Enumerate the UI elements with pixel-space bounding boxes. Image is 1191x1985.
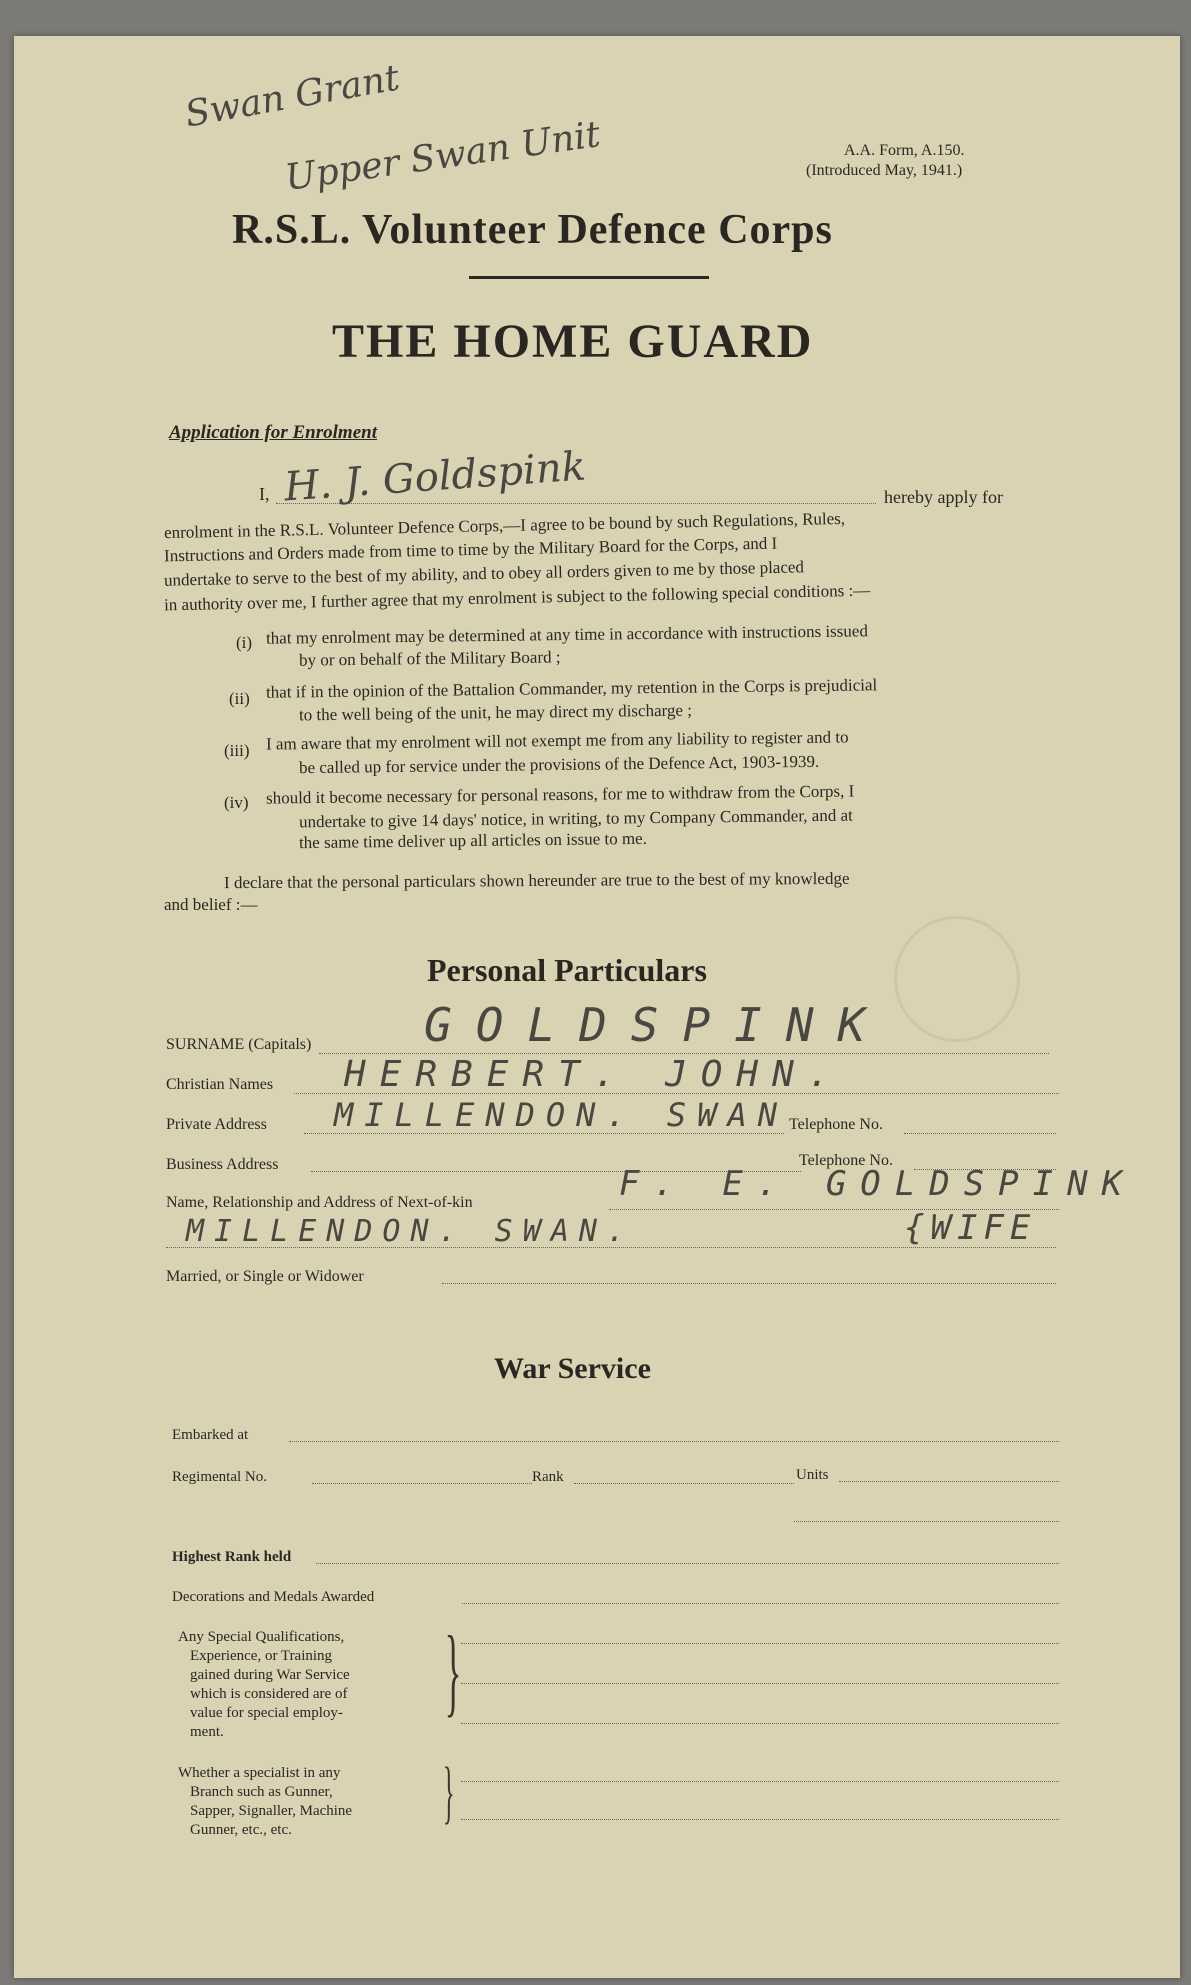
rank-label: Rank [532, 1469, 564, 1485]
specialist-label [178, 1764, 352, 1840]
specialist-line: Gunner, etc., etc. [190, 1822, 292, 1838]
title-divider [469, 276, 709, 279]
condition-text: that if in the opinion of the Battalion Commander, my retention in the Corps is prejudicial [265, 675, 878, 702]
intro-line-3: undertake to serve to the best of my ability, and to obey all orders given to me by those placed [163, 557, 805, 590]
specialist-line-1 [461, 1780, 1059, 1782]
condition-number: (i) [236, 633, 253, 652]
form-page [14, 36, 1180, 1978]
specialist-line-2 [461, 1818, 1059, 1820]
qualifications-line: Experience, or Training [190, 1648, 333, 1664]
private-address-value: MILLENDON. SWAN [334, 1096, 788, 1134]
watermark-stamp [894, 916, 1020, 1042]
qualifications-line: value for special employ- [190, 1705, 343, 1721]
applicant-prefix: I, [259, 484, 270, 504]
declaration-line-2: and belief :— [164, 895, 258, 914]
form-introduced: (Introduced May, 1941.) [806, 162, 963, 179]
surname-label: SURNAME (Capitals) [166, 1036, 312, 1053]
units-line-2 [794, 1520, 1059, 1522]
next-of-kin-name: F. E. GOLDSPINK [619, 1164, 1137, 1204]
form-number: A.A. Form, A.150. [844, 142, 965, 159]
married-label: Married, or Single or Widower [166, 1268, 364, 1285]
private-telephone-line [904, 1132, 1056, 1134]
condition-number: (iv) [224, 793, 249, 812]
condition-number: (ii) [229, 689, 250, 708]
private-address-label: Private Address [166, 1116, 267, 1133]
decorations-label: Decorations and Medals Awarded [172, 1589, 375, 1605]
qualifications-line-2 [461, 1682, 1059, 1684]
margin-note-line2: Upper Swan Unit [282, 114, 603, 199]
intro-line-1: enrolment in the R.S.L. Volunteer Defence Corps,—I agree to be bound by such Regulations, Rules, [163, 508, 846, 543]
condition-text: be called up for service under the provisions of the Defence Act, 1903-1939. [298, 751, 820, 778]
condition-text: the same time deliver up all articles on issue to me. [298, 828, 648, 853]
page-subtitle: THE HOME GUARD [332, 315, 814, 368]
surname-value: GOLDSPINK [424, 998, 890, 1052]
private-telephone-label: Telephone No. [789, 1116, 883, 1133]
personal-heading: Personal Particulars [427, 952, 707, 988]
units-line [839, 1480, 1059, 1482]
condition-text: I am aware that my enrolment will not exempt me from any liability to register and to [265, 727, 849, 754]
specialist-line: Branch such as Gunner, [190, 1784, 333, 1800]
condition-text: should it become necessary for personal reasons, for me to withdraw from the Corps, I [265, 781, 855, 808]
regimental-label: Regimental No. [172, 1469, 267, 1485]
christian-label: Christian Names [166, 1076, 274, 1093]
qualifications-line-3 [461, 1722, 1059, 1724]
applicant-suffix: hereby apply for [884, 487, 1003, 507]
units-label: Units [796, 1467, 829, 1483]
application-heading: Application for Enrolment [169, 422, 377, 443]
specialist-line: Whether a specialist in any [178, 1765, 341, 1781]
regimental-line [312, 1482, 532, 1484]
qualifications-line-1 [461, 1642, 1059, 1644]
condition-text: that my enrolment may be determined at any time in accordance with instructions issued [265, 621, 868, 648]
decorations-line [462, 1602, 1059, 1604]
intro-line-4: in authority over me, I further agree that my enrolment is subject to the following special conditions :— [163, 580, 871, 615]
applicant-name: H. J. Goldspink [282, 443, 588, 511]
qualifications-line: Any Special Qualifications, [178, 1629, 345, 1645]
qualifications-label [178, 1628, 350, 1742]
qualifications-line: which is considered are of [190, 1686, 348, 1702]
qualifications-brace: } [444, 1615, 462, 1726]
business-telephone-label: Telephone No. [799, 1152, 893, 1169]
condition-number: (iii) [224, 741, 250, 760]
condition-text: to the well being of the unit, he may direct my discharge ; [298, 700, 693, 725]
specialist-brace: } [442, 1754, 455, 1831]
specialist-line: Sapper, Signaller, Machine [190, 1803, 353, 1819]
next-of-kin-address: MILLENDON. SWAN. [186, 1214, 635, 1249]
declaration-line-1: I declare that the personal particulars shown hereunder are true to the best of my knowledge [223, 868, 850, 893]
qualifications-line: gained during War Service [190, 1667, 350, 1683]
highest-rank-label: Highest Rank held [172, 1549, 292, 1565]
condition-text: undertake to give 14 days' notice, in writing, to my Company Commander, and at [298, 805, 853, 832]
highest-rank-line [316, 1562, 1059, 1564]
war-service-heading: War Service [494, 1352, 651, 1385]
embarked-line [289, 1440, 1059, 1442]
rank-line [574, 1482, 794, 1484]
page-title: R.S.L. Volunteer Defence Corps [232, 207, 833, 253]
married-line [442, 1282, 1056, 1284]
qualifications-line: ment. [190, 1724, 224, 1740]
embarked-label: Embarked at [172, 1427, 249, 1443]
margin-note-line1: Swan Grant [182, 57, 403, 136]
condition-text: by or on behalf of the Military Board ; [298, 647, 561, 670]
christian-value: HERBERT. JOHN. [344, 1054, 844, 1095]
next-of-kin-label: Name, Relationship and Address of Next-of-kin [166, 1194, 473, 1211]
business-address-label: Business Address [166, 1156, 279, 1173]
intro-line-2: Instructions and Orders made from time to time by the Military Board for the Corps, and I [163, 533, 778, 566]
next-of-kin-relation: {WIFE [904, 1208, 1037, 1248]
